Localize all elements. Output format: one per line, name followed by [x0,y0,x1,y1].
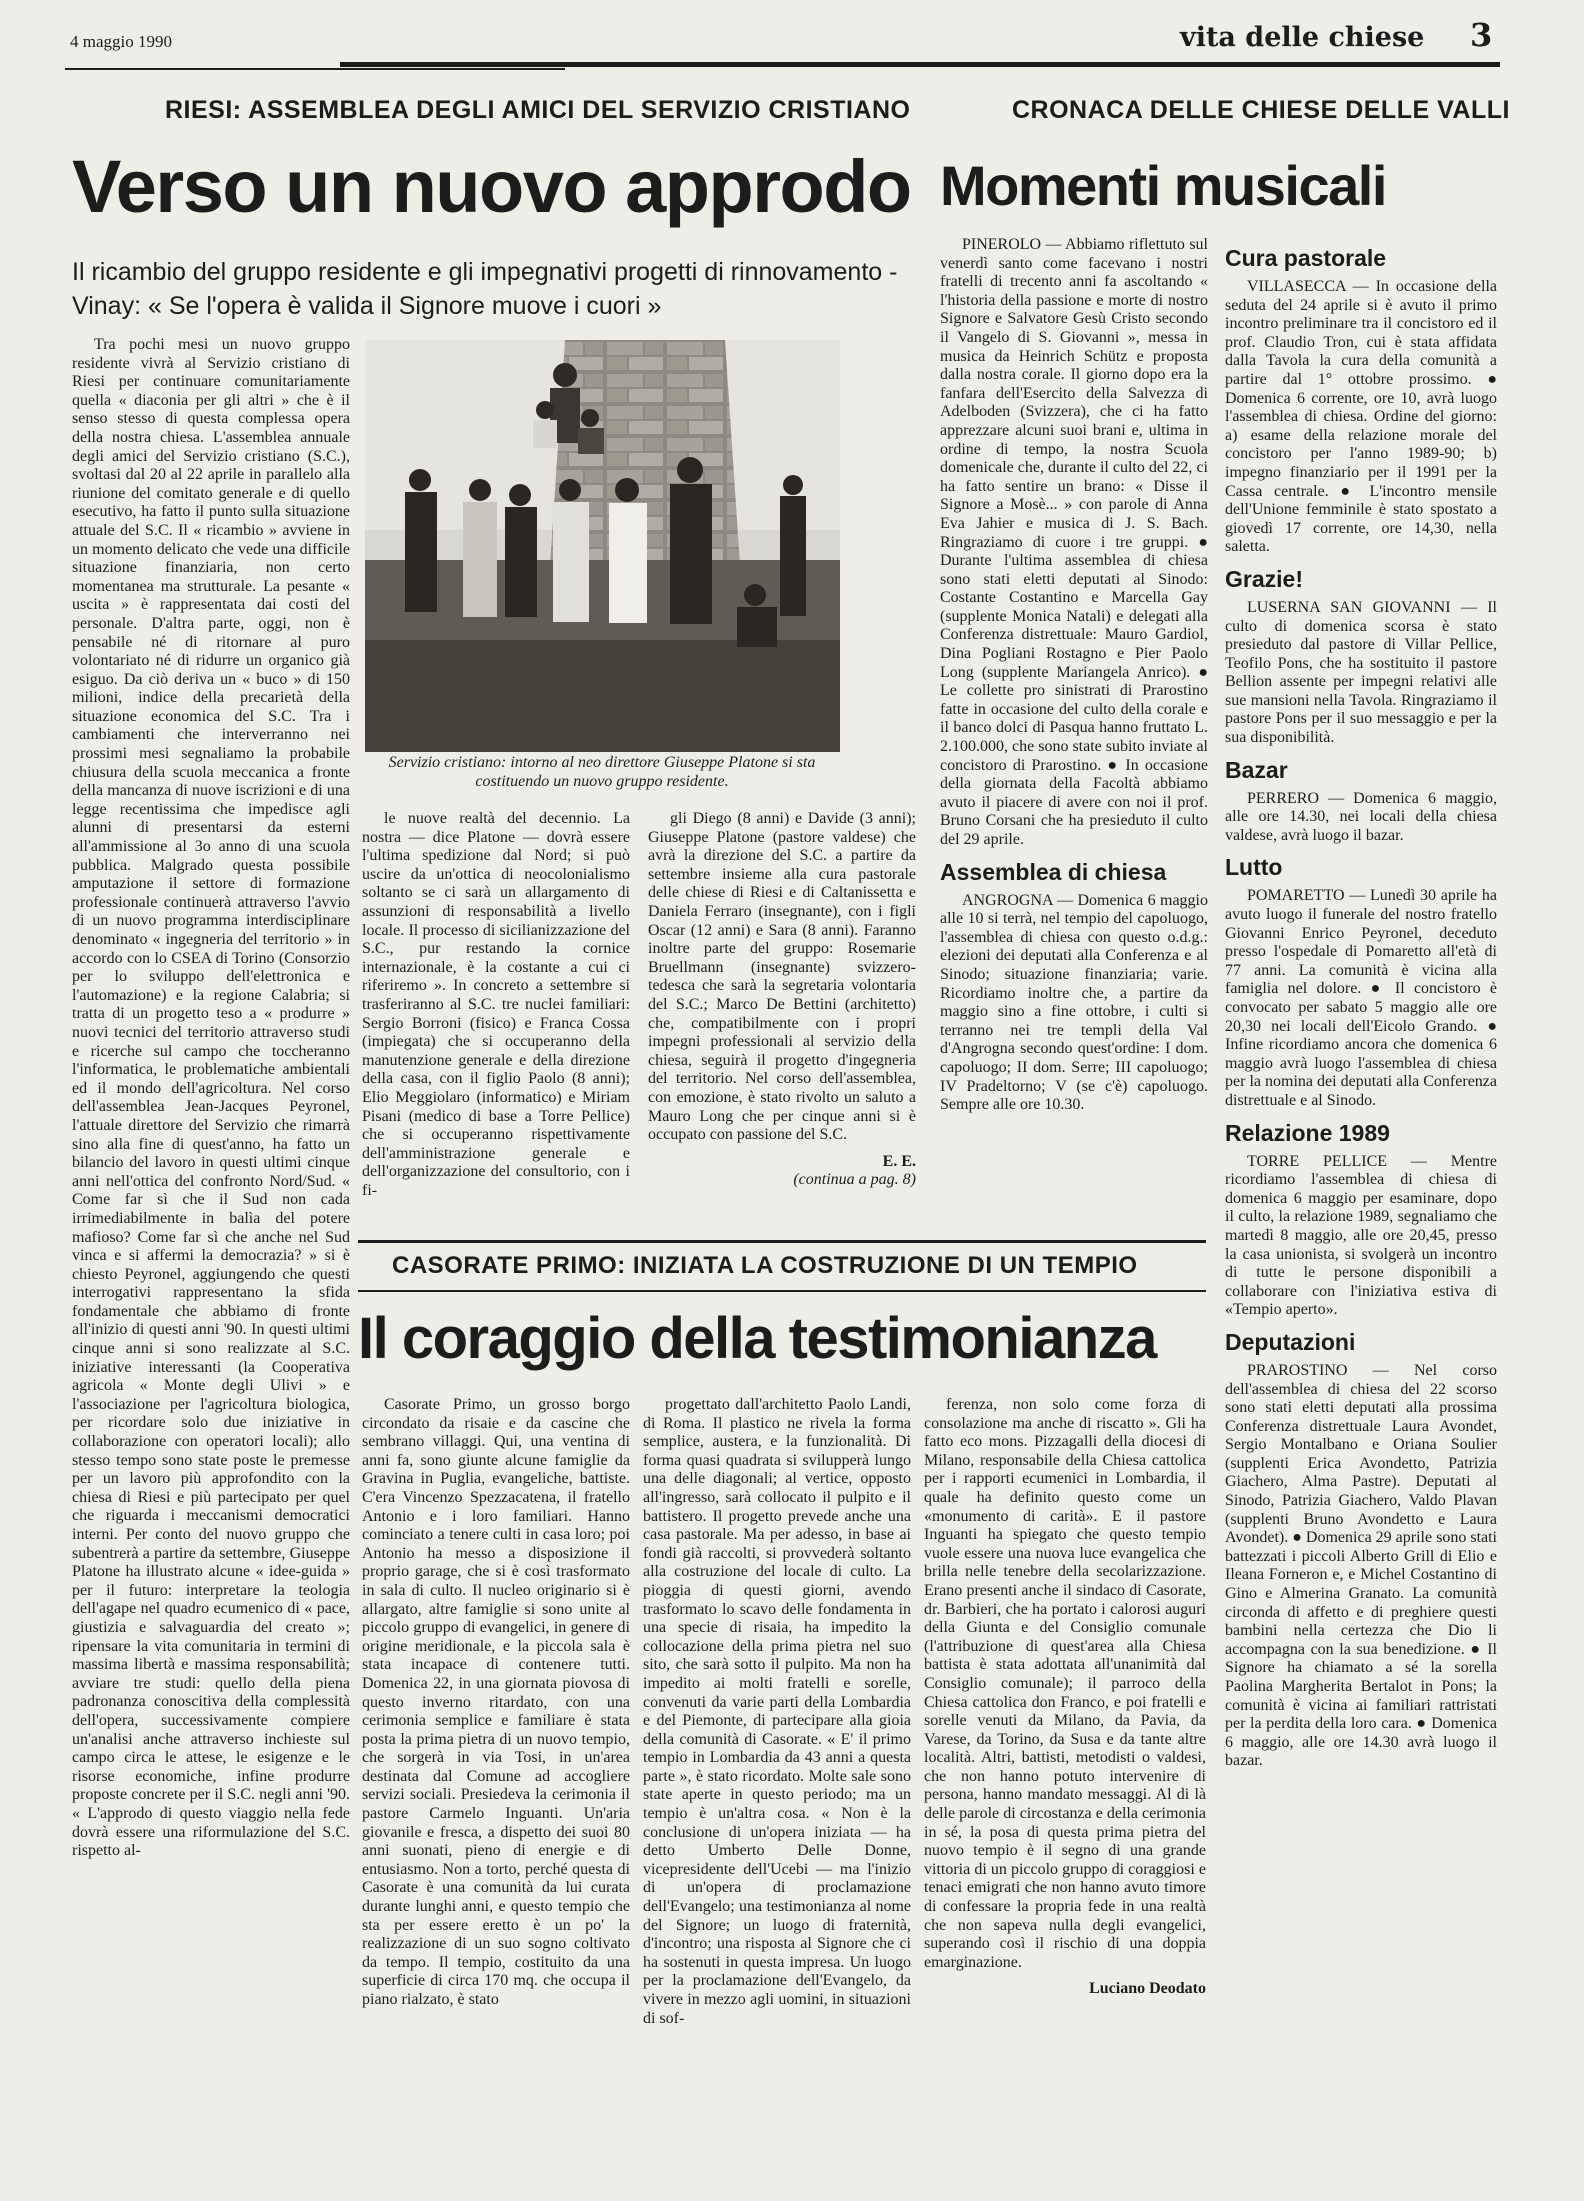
cura-text: VILLASECCA — In occasione della seduta del 24 aprile si è avuto il primo incontro preliminare tra il concistoro ed il prof. Claudio Tron, cui è stata affidata dalla Tavola la cura della comunità a partire dal 1° ottobre prossimo. ● Domenica 6 corrente, ore 10, avrà luogo l'assemblea di chiesa. Ordine del giorno: a) esame della relazione morale del concistoro per l'anno 1989-90; b) impegno finanziario per il 1991 per la Cassa centrale. ● L'incontro mensile dell'Unione femminile è stato spostato a giovedì 17 corrente, ore 14,30, nella saletta. [1225,278,1497,556]
subhead-deputazioni: Deputazioni [1225,1328,1356,1355]
subhead-assemblea: Assemblea di chiesa [940,858,1167,885]
article3-column-1 [362,1396,630,2188]
grazie-text: LUSERNA SAN GIOVANNI — Il culto di domenica scorsa è stato presieduto dal pastore di Villar Pellice, Teofilo Pons, che ha sostituito il pastore Bellion assente per impegni relativi alle sue mansioni nella Tavola. Ringraziamo il pastore Pons per il suo messaggio e per la sua disponibilità. [1225,598,1497,747]
article1-kicker: RIESI: ASSEMBLEA DEGLI AMICI DEL SERVIZIO CRISTIANO [165,96,911,124]
subhead-cura-pastorale: Cura pastorale [1225,245,1387,271]
article3-kicker-rule [358,1290,1206,1292]
bazar-text: PERRERO — Domenica 6 maggio, alle ore 14.30, nei locali della chiesa valdese, avrà luogo il bazar. [1225,789,1497,844]
article2-column-1 [940,236,1208,1224]
article1-signature: E. E. [882,1152,916,1170]
subhead-relazione: Relazione 1989 [1225,1119,1390,1146]
article1-column-2 [362,810,630,1220]
group-photo-image [365,340,840,752]
article2-kicker: CRONACA DELLE CHIESE DELLE VALLI [1012,96,1510,124]
article3-signature: Luciano Deodato [1089,1980,1206,1998]
article2-column-2 [1225,236,1497,2186]
article1-col3-text: gli Diego (8 anni) e Davide (3 anni); Giuseppe Platone (pastore valdese) che avrà la direzione del S.C. a partire da settembre insieme alla cura pastorale delle chiese di Riesi e di Caltanissetta e Daniela Ferraro (insegnante), con i figli Oscar (12 anni) e Sara (8 anni). Faranno inoltre parte del gruppo: Rosemarie Bruellmann (insegnante) svizzero-tedesca che sarà la segretaria volontaria del S.C.; Marco De Bettini (architetto) che, compatibilmente con i propri impegni professionali al servizio della chiesa, seguirà il progetto d'ingegneria del territorio. Nel corso dell'assemblea, con emozione, è stato rivolto un saluto a Mauro Long che per cinque anni si è occupato con passione del S.C. [648,810,916,1144]
article3-col3-text: ferenza, non solo come forza di consolazione ma anche di riscatto ». Gli ha fatto eco mons. Pizzagalli della diocesi di Milano, responsabile della Chiesa cattolica per i rapporti ecumenici in Lombardia, il quale ha definito questo come un «monumento di carità». E il pastore Inguanti ha spiegato che questo tempio vuole essere una nuova luce evangelica che brilla nelle tenebre della secolarizzazione. Erano presenti anche il sindaco di Casorate, dr. Barbieri, che ha portato i calorosi auguri della Giunta e del Consiglio comunale (l'attribuzione di quest'area alla Chiesa battista è stata adottata all'unanimità dal Consiglio comunale); il parroco della Chiesa cattolica don Franco, e poi fratelli e sorelle venuti da Milano, da Pavia, da Varese, da Torino, da Susa e da tante altre località. Altri, battisti, metodisti o valdesi, che non hanno potuto intervenire di persona, hanno mandato messaggi. Al di là delle parole di circostanza e della cerimonia in sé, la posa di questa prima pietra del nuovo tempio è il segno di una grande vittoria di un piccolo gruppo di coraggiosi e tenaci emigrati che non hanno avuto timore di confessare la propria fede in una realtà che non sapeva nulla degli evangelici, superando così il rischio di una doppia emarginazione. [924,1396,1206,1971]
subhead-bazar: Bazar [1225,756,1288,783]
continued-notice: (continua a pag. 8) [793,1171,916,1189]
article1-col1-text: Tra pochi mesi un nuovo gruppo residente vivrà al Servizio cristiano di Riesi per continuare comunitariamente quella « diaconia per gli altri » che è il senso stesso di questa complessa opera della nostra chiesa. L'assemblea annuale degli amici del Servizio cristiano (S.C.), svoltasi dal 20 al 22 aprile in parallelo alla riunione del comitato generale e di quello esecutivo, ha fatto il punto sulla situazione attuale del S.C. Il « ricambio » avviene in un momento delicato che vede una difficile situazione finanziaria, non certo momentanea ma strutturale. La pesante « uscita » è rappresentata dai costi del personale. D'altra parte, oggi, non è pensabile né di ritornare al puro volontariato né di ridurre un organico già esiguo. Da ciò deriva un « buco » di 150 milioni, indice della precarietà della situazione economica del S.C. Tra i cambiamenti che interverranno nei prossimi mesi segnaliamo la probabile chiusura della scuola meccanica a fronte della mancanza di nuove iscrizioni e di una legge recentissima che impedisce agli alunni di presentarsi da esterni all'ammissione al 3o anno di una scuola pubblica. Malgrado questa possibile amputazione il settore di formazione professionale continuerà attraverso l'avvio di un nuovo programma interdisciplinare denominato « ingegneria del territorio » in accordo con lo CSEA di Torino (Consorzio per lo sviluppo dell'elettronica e l'automazione) e la regione Calabria; si tratta di un progetto teso a « produrre » nuovi tecnici del territorio attraverso studi e ricerche sul campo che toccheranno l'informatica, le problematiche ambientali ed il mondo dell'agricoltura. Nel corso dell'assemblea Jean-Jacques Peyronel, l'attuale direttore del Servizio che rimarrà sino alla fine di quest'anno, ha fatto un bilancio del lavoro in questi ultimi cinque anni nell'ottica del confronto Nord/Sud. « Come far sì che il Sud non cada irrimediabilmente in balìa del potere mafioso? Come far sì che anche nel Sud vinca e si affermi la democrazia? » si è chiesto Peyronel, aggiungendo che questi interrogativi rappresentano la sfida fondamentale che abbiamo di fronte all'inizio di questi anni '90. In questi ultimi cinque anni si sono realizzate al S.C. iniziative interessanti (la Cooperativa agricola « Monte degli Ulivi » e l'associazione per l'agricoltura biologica, per ricordare solo due iniziative in collaborazione con operatori locali); allo stesso tempo sono state poste le premesse per un lavoro più approfondito con la chiesa di Riesi e più partecipato per quel che riguarda i meccanismi democratici interni. Per conto del nuovo gruppo che subentrerà a partire da settembre, Giuseppe Platone ha illustrato alcune « idee-guida » per il futuro: interpretare la teologia dell'agape nel quadro ecumenico di « pace, giustizia e salvaguardia del creato »; ripensare la vita comunitaria in termini di massima libertà e massima responsabilità; avviare tre studi: quello della piena padronanza conoscitiva della complessità dell'opera, successivamente compiere un'analisi anche attraverso inchieste sul campo circa le attese, le esigenze e le risorse economiche, infine produrre proposte concrete per il S.C. negli anni '90. « L'approdo di questo viaggio nella fede dovrà essere una riformulazione del S.C. rispetto al- [72,336,350,1860]
article2-col1-text: PINEROLO — Abbiamo riflettuto sul venerdì santo come facevano i nostri fratelli di trecento anni fa ascoltando « l'historia della passione e morte di nostro Signore e Salvatore Gesù Cristo secondo il Vangelo di S. Giovanni », messa in musica da Heinrich Schütz e proposta dalla nostra corale. Il giorno dopo era la fanfara dell'Esercito della Salvezza di Adelboden (Svizzera), che ci ha fatto apprezzare alcuni suoi brani e, ultima in ordine di tempo, la nostra Scuola domenicale che, durante il culto del 22, ci ha fatto sentire un brano: « Disse il Signore a Mosè... » con parole di Anna Eva Jahier e musica di J. S. Bach. Ringraziamo di cuore i tre gruppi. ● Durante l'ultima assemblea di chiesa sono stati eletti deputati al Sinodo: Costante Costantino e Marcella Gay (supplente Monica Natali) e delegati alla Conferenza distrettuale: Mauro Gardiol, Dina Pogliani Rostagno e Pier Paolo Long (supplente Mariangela Anrico). ● Le collette pro sinistrati di Prarostino fatte in occasione del culto della corale e il banco dolci di Pasqua hanno fruttato L. 2.100.000, che sono state subito inviate al concistoro di Prarostino. ● In occasione della giornata della Facoltà abbiamo avuto il piacere di avere con noi il prof. Bruno Corsani che ha presieduto il culto del 29 aprile. [940,236,1208,848]
relazione-text: TORRE PELLICE — Mentre ricordiamo l'assemblea di chiesa di domenica 6 maggio per esaminare, dopo il culto, la relazione 1989, segnaliamo che martedì 8 maggio, alle ore 20,45, presso la casa unionista, si svolgerà un incontro di tutte le persone disponibili a collaborare con l'iniziativa estiva di «Tempio aperto». [1225,1152,1497,1319]
article3-col2-text: progettato dall'architetto Paolo Landi, di Roma. Il plastico ne rivela la forma semplice, austera, e la funzionalità. Di forma quasi quadrata si svilupperà lungo una delle diagonali; al vertice, opposto all'ingresso, sarà collocato il pulpito e il battistero. Il progetto prevede anche una casa pastorale. Ma per adesso, in base ai fondi già raccolti, si provvederà soltanto alla costruzione del locale di culto. La pioggia di questi giorni, avendo trasformato lo scavo delle fondamenta in una specie di risaia, ha impedito la collocazione della prima pietra nel suo sito, che sarà sotto il pulpito. Ma non ha impedito ai molti fratelli e sorelle, convenuti da varie parti della Lombardia e del Piemonte, di partecipare alla gioia della comunità di Casorate. « E' il primo tempio in Lombardia da 43 anni a questa parte », è stato ricordato. Molte sale sono state aperte in questo periodo; ma un tempio è un'altra cosa. « Non è la conclusione di un'opera iniziata — ha detto Umberto Delle Donne, vicepresidente dell'Ucebi — ma l'inizio di un'opera di proclamazione dell'Evangelo; una testimonianza al nome del Signore; un luogo di fraternità, d'incontro; una risposta al Signore che ci ha sostenuti in questa impresa. Un luogo per la proclamazione dell'Evangelo, da vivere in mezzo agli uomini, in situazioni di sof- [643,1396,911,2027]
article3-col1-text: Casorate Primo, un grosso borgo circondato da risaie e da cascine che sembrano villaggi. Qui, una ventina di anni fa, sono giunte alcune famiglie da Gravina in Puglia, evangeliche, battiste. C'era Vincenzo Spezzacatena, il fratello Antonio e i loro familiari. Hanno cominciato a tenere culti in casa loro; poi Antonio ha messo a disposizione il proprio garage, che si è così trasformato in sala di culto. Il nucleo originario si è allargato, altre famiglie si sono unite al piccolo gruppo di evangelici, in genere di origine meridionale, e la piccola sala è stata incapace di contenere tutti. Domenica 22, in una giornata piovosa di questo inverno ritardato, con una cerimonia semplice e familiare è stata posta la prima pietra di un nuovo tempio, che sorgerà in via Tosi, in un'area destinata dal Comune ad accogliere servizi sociali. Presiedeva la cerimonia il pastore Carmelo Inguanti. Un'aria giovanile e fresca, a dispetto dei suoi 80 anni suonati, pieno di energie e di entusiasmo. Non a torto, perché questa di Casorate è una comunità da lui curata durante lunghi anni, e questo tempio che sta per essere eretto è un po' la realizzazione di un suo sogno coltivato da tempo. Il tempio, costituito da una superficie di circa 170 mq. che occupa il piano rialzato, è stato [362,1396,630,2008]
assemblea-text: ANGROGNA — Domenica 6 maggio alle 10 si terrà, nel tempio del capoluogo, l'assemblea di chiesa con questo o.d.g.: elezioni dei deputati alla Conferenza e al Sinodo; situazione finanziaria; varie. Ricordiamo inoltre che, a partire da maggio sino a fine ottobre, i culti si terranno nei tre templi della Val d'Angrogna secondo quest'ordine: I dom. capoluogo; II dom. Serre; III capoluogo; IV Pradeltorno; V (se c'è) capoluogo. Sempre alle ore 10.30. [940,891,1208,1114]
article1-column-3 [648,810,916,1220]
article3-column-2 [643,1396,911,2188]
article2-title: Momenti musicali [940,154,1386,217]
header-rule [340,62,1500,67]
article1-title: Verso un nuovo approdo [72,145,911,228]
page-number: 3 [1470,16,1493,54]
photo-caption: Servizio cristiano: intorno al neo direttore Giuseppe Platone si sta costituendo un nuovo gruppo residente. [388,754,816,790]
article3-title: Il coraggio della testimonianza [358,1306,1156,1371]
article1-deck: Il ricambio del gruppo residente e gli impegnativi progetti di rinnovamento - Vinay: « Se l'opera è valida il Signore muove i cuori » [72,258,898,320]
article1-column-1 [72,336,350,2184]
article1-col2-text: le nuove realtà del decennio. La nostra — dice Platone — dovrà essere l'ultima spedizione dal Nord; si può uscire da un'ottica di neocolonialismo soltanto se ci sarà un allargamento di assunzioni di responsabilità a livello locale. Il processo di sicilianizzazione del S.C., pur restando la cornice internazionale, è la costante a cui ci riferiremo ». In concreto a settembre si trasferiranno al S.C. tre nuclei familiari: Sergio Borroni (fisico) e Franca Cossa (impiegata) che si occuperanno della manutenzione generale e della direzione della casa, con il figlio Paolo (8 anni); Elio Meggiolaro (informatico) e Miriam Pisani (medico di base a Torre Pellice) che si occuperanno rispettivamente dell'amministrazione generale e dell'organizzazione del consultorio, con i fi- [362,810,630,1199]
deputazioni-text: PRAROSTINO — Nel corso dell'assemblea di chiesa del 22 scorso sono stati eletti deputati alla prossima Conferenza distrettuale Laura Avondet, Sergio Montalbano e Oriana Soulier (supplenti Erica Avondetto, Patrizia Giachero, Alma Pastre). Deputati al Sinodo, Patrizia Giachero, Valdo Plavan (supplenti Bruno Avondetto e Laura Avondet). ● Domenica 29 aprile sono stati battezzati i piccoli Alberto Grill di Elio e Ileana Forneron e, e Michel Costantino di Gino e Almerina Granato. La comunità circonda di affetto e di preghiere questi bambini nella certezza che Dio li accompagna con la sua benedizione. ● Il Signore ha chiamato a sé la sorella Paolina Margherita Bertalot in Pons; la comunità è vicina ai familiari rattristati per la perdita della loro cara. ● Domenica 6 maggio, alle ore 14.30 avrà luogo il bazar. [1225,1361,1497,1770]
header-rule-left [65,68,565,70]
page-date: 4 maggio 1990 [70,32,172,51]
group-photo [365,340,840,752]
subhead-lutto: Lutto [1225,854,1283,881]
masthead: vita delle chiese [1180,22,1425,53]
subhead-grazie: Grazie! [1225,565,1303,592]
article3-top-rule [358,1240,1206,1243]
lutto-text: POMARETTO — Lunedì 30 aprile ha avuto luogo il funerale del nostro fratello Giovanni Enrico Peyronel, deceduto presso l'ospedale di Pomaretto all'età di 77 anni. La comunità è vicina alla famiglia nel dolore. ● Il concistoro è convocato per sabato 5 maggio alle ore 20,30 nei locali dell'Eicolo Grando. ● Infine ricordiamo ancora che domenica 6 maggio avrà luogo l'assemblea di chiesa per la nomina dei deputati alla Conferenza distrettuale e al Sinodo. [1225,887,1497,1109]
article3-kicker: CASORATE PRIMO: INIZIATA LA COSTRUZIONE DI UN TEMPIO [392,1252,1138,1279]
article3-column-3 [924,1396,1206,2188]
